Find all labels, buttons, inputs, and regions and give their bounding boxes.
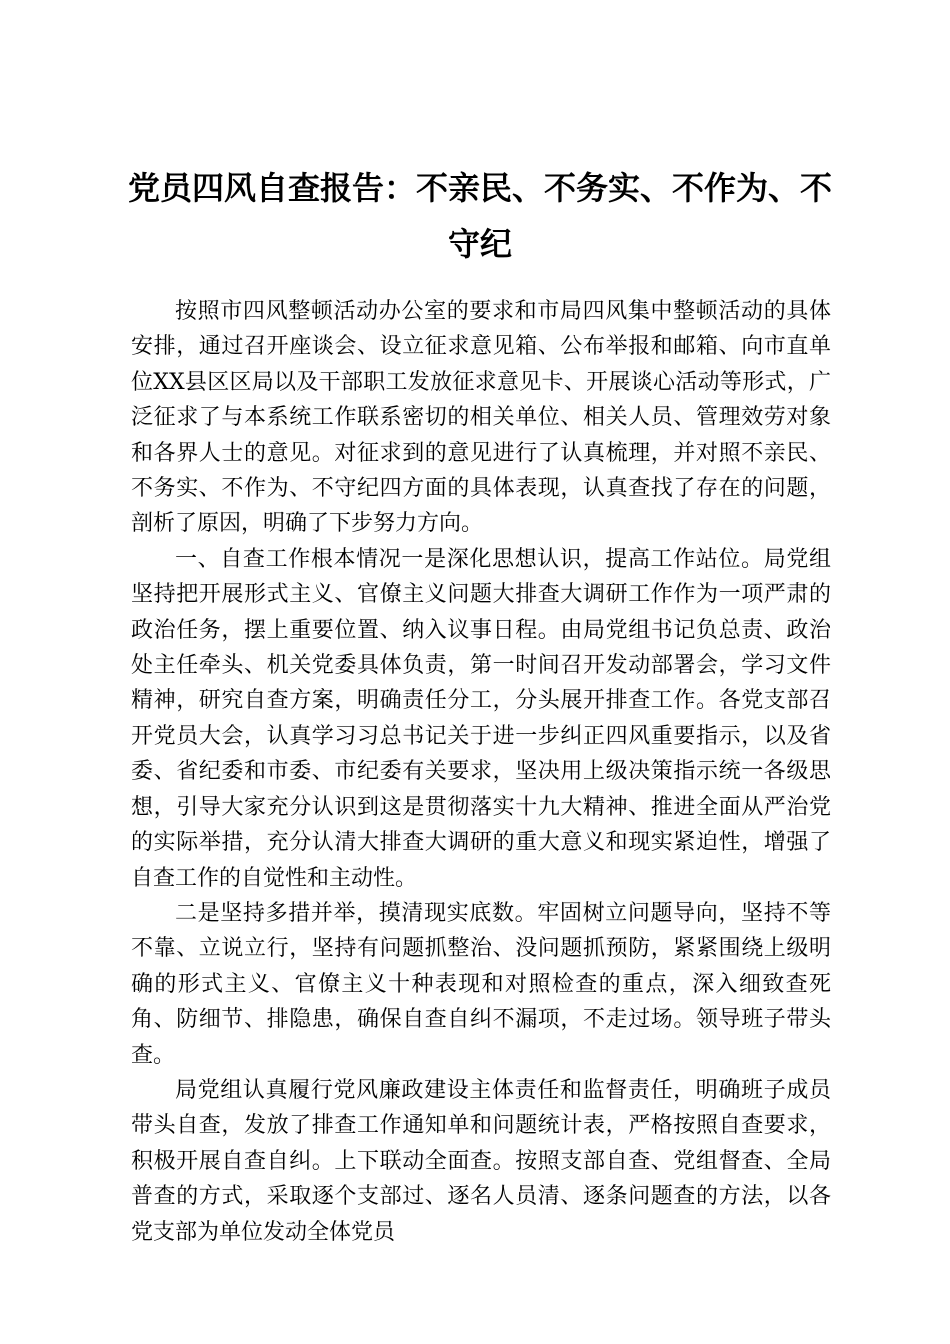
document-title: 党员四风自查报告：不亲民、不务实、不作为、不守纪: [127, 169, 832, 263]
paragraph-intro: 按照市四风整顿活动办公室的要求和市局四风集中整顿活动的具体安排，通过召开座谈会、设立征求意见箱、公布举报和邮箱、向市直单位XX县区区局以及干部职工发放征求意见卡、开展谈心活动等形式，广泛征求了与本系统工作联系密切的相关单位、相关人员、管理效劳对象和各界人士的意见。对征求到的意见进行了认真梳理，并对照不亲民、不务实、不作为、不守纪四方面的具体表现，认真查找了存在的问题，剖析了原因，明确了下步努力方向。: [131, 299, 831, 537]
paragraph-party-group: 局党组认真履行党风廉政建设主体责任和监督责任，明确班子成员带头自查，发放了排查工作通知单和问题统计表，严格按照自查要求，积极开展自查自纠。上下联动全面查。按照支部自查、党组督查、全局普查的方式，采取逐个支部过、逐名人员清、逐条问题查的方法，以各党支部为单位发动全体党员: [131, 1077, 831, 1245]
paragraph-section-two: 二是坚持多措并举，摸清现实底数。牢固树立问题导向，坚持不等不靠、立说立行，坚持有问题抓整治、没问题抓预防，紧紧围绕上级明确的形式主义、官僚主义十种表现和对照检查的重点，深入细致查死角、防细节、排隐患，确保自查自纠不漏项，不走过场。领导班子带头查。: [131, 900, 831, 1068]
paragraph-section-one: 一、自查工作根本情况一是深化思想认识，提高工作站位。局党组坚持把开展形式主义、官僚主义问题大排查大调研工作作为一项严肃的政治任务，摆上重要位置、纳入议事日程。由局党组书记负总责、政治处主任牵头、机关党委具体负责，第一时间召开发动部署会，学习文件精神，研究自查方案，明确责任分工，分头展开排查工作。各党支部召开党员大会，认真学习习总书记关于进一步纠正四风重要指示，以及省委、省纪委和市委、市纪委有关要求，坚决用上级决策指示统一各级思想，引导大家充分认识到这是贯彻落实十九大精神、推进全面从严治党的实际举措，充分认清大排查大调研的重大意义和现实紧迫性，增强了自查工作的自觉性和主动性。: [131, 546, 831, 891]
document-body: [131, 294, 831, 1250]
